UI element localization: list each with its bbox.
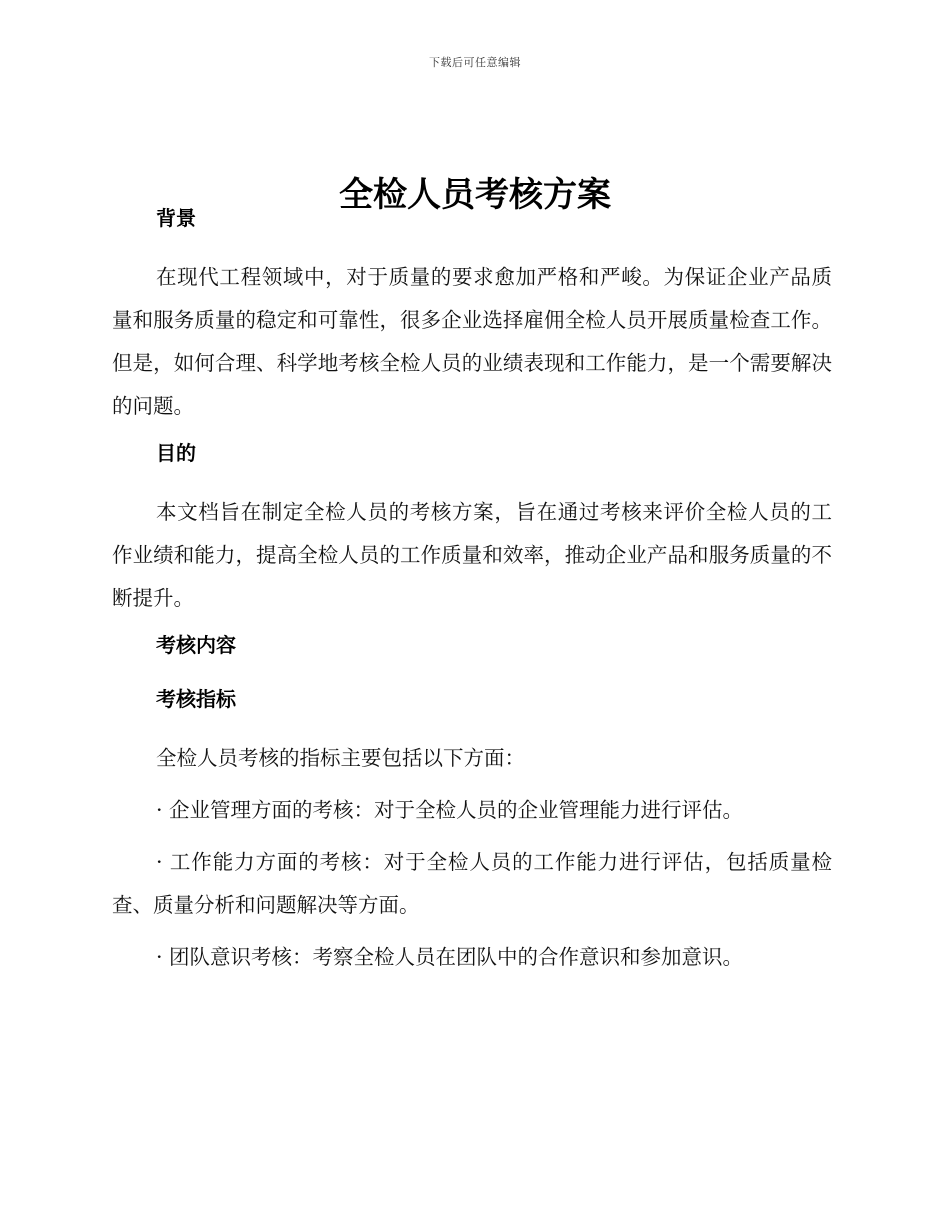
section-heading-indicators: 考核指标 [156,687,236,711]
document-body [112,202,832,988]
section-heading-background: 背景 [156,206,196,230]
paragraph-indicators-intro: 全检人员考核的指标主要包括以下方面： [156,746,525,770]
page-header: 下载后可任意编辑 [429,56,521,69]
bullet-item: · 企业管理方面的考核：对于全检人员的企业管理能力进行评估。 [156,798,744,822]
bullet-item: · 工作能力方面的考核：对于全检人员的工作能力进行评估，包括质量检查、质量分析和问题解决等方面。 [112,850,832,917]
bullet-item: · 团队意识考核：考察全检人员在团队中的合作意识和参加意识。 [156,945,744,969]
section-heading-purpose: 目的 [156,441,196,465]
paragraph-background: 在现代工程领域中，对于质量的要求愈加严格和严峻。为保证企业产品质量和服务质量的稳定和可靠性，很多企业选择雇佣全检人员开展质量检查工作。但是，如何合理、科学地考核全检人员的业绩表现和工作能力，是一个需要解决的问题。 [112,265,832,418]
document-title: 全检人员考核方案 [339,174,611,215]
section-heading-content: 考核内容 [156,633,236,657]
paragraph-purpose: 本文档旨在制定全检人员的考核方案，旨在通过考核来评价全检人员的工作业绩和能力，提高全检人员的工作质量和效率，推动企业产品和服务质量的不断提升。 [112,500,832,610]
